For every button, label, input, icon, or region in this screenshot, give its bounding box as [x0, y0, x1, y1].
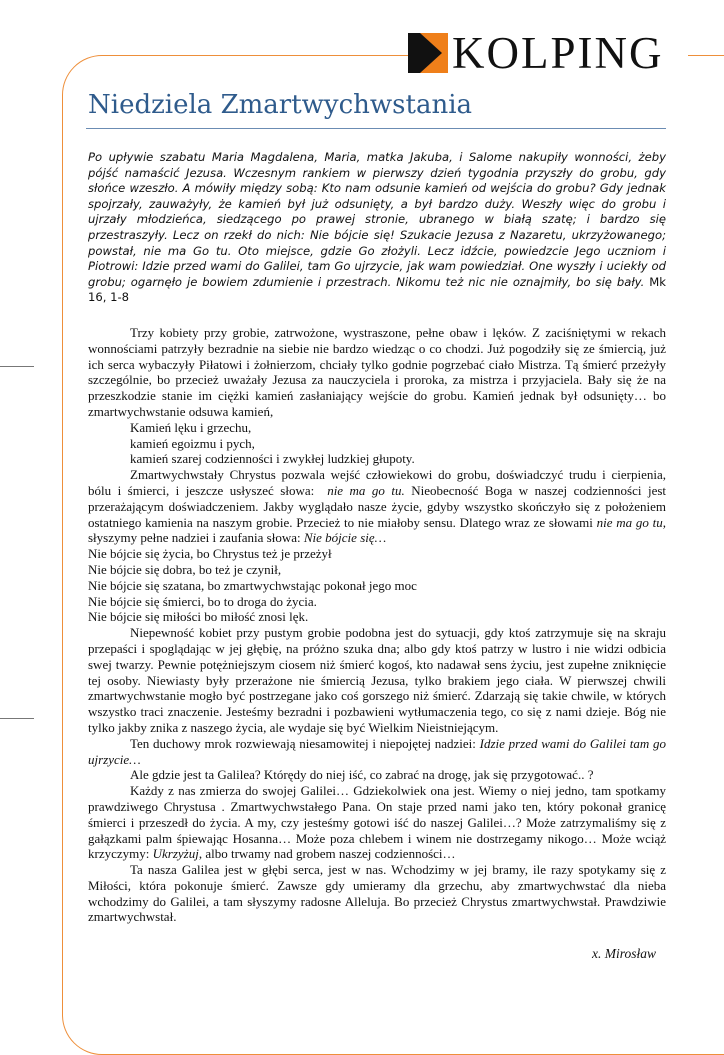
paragraph-4-emphasis: Idzie przed wami do Galilei tam go ujrzycie…	[88, 735, 667, 767]
kolping-k-logo-icon	[408, 33, 448, 73]
gospel-reference: Mk 16, 1-8	[88, 274, 667, 305]
stone-line-2: kamień egoizmu i pych,	[130, 435, 255, 451]
logo-text: KOLPING	[452, 28, 664, 78]
paragraph-2-text-a: Zmartwychwstały Chrystus pozwala wejść człowiekowi do grobu, doświadczyć trudu i cierpienia, bólu i śmierci, i jeszcze usłyszeć słowa:	[88, 467, 666, 498]
gospel-text: Po upływie szabatu Maria Magdalena, Maria, matka Jakuba, i Salome nakupiły wonności, żeby pójść namaścić Jezusa. Wczesnym rankiem w pierwszy dzień tygodnia przyszły do grobu, gdy słońce wzeszło. A mówiły między sobą: Kto nam odsunie kamień od wejścia do grobu? Gdy jednak spojrzały, zauważyły, że kamień był już odsunięty, a był bardzo duży. Weszły więc do grobu i ujrzały młodzieńca, siedzącego po prawej stronie, ubranego w białą szatę; i bardzo się przestraszyły. Lecz on rzekł do nich: Nie bójcie się! Szukacie Jezusa z Nazaretu, ukrzyżowanego; powstał, nie ma Go tu. Oto miejsce, gdzie Go złożyli. Lecz idźcie, powiedzcie Jego uczniom i Piotrowi: Idzie przed wami do Galilei, tam Go ujrzycie, jak wam powiedział. One wyszły i uciekły od grobu; ogarnęło je bowiem zdumienie i przestrach. Nikomu też nic nie oznajmiły, bo się bały.	[88, 150, 666, 289]
paragraph-7: Ta nasza Galilea jest w głębi serca, jest w nas. Wchodzimy w jej bramy, ile razy spotykamy się z Miłości, która pokonuje śmierć. Zawsze gdy umieramy dla grzechu, aby zmartwychwstać dla nieba wchodzimy do Galilei, a tam słyszymy radosne Alleluja. Bo przecież Chrystus zmartwychwstał. Prawdziwie zmartwychwstał.	[88, 862, 666, 925]
gospel-quote	[88, 150, 666, 306]
stone-line-1: Kamień lęku i grzechu,	[130, 419, 252, 435]
paragraph-6	[88, 783, 666, 862]
paragraph-2-emphasis-1: nie ma go tu.	[327, 482, 405, 498]
paragraph-4	[88, 736, 666, 768]
stone-line-3: kamień szarej codzienności i zwykłej ludzkiej głupoty.	[130, 451, 415, 467]
paragraph-2-text-b: Nieobecność Boga w naszej codzienności jest przerażającym doświadczeniem. Jakby wyglądało nasze życie, gdyby wszystko skończyło się z położeniem ostatniego kamienia na naszym grobie. Przecież to nie miałoby sensu. Dlatego wraz ze słowami	[88, 482, 667, 530]
fear-line-4: Nie bójcie się śmierci, bo to droga do życia.	[88, 593, 317, 609]
fear-line-3: Nie bójcie się szatana, bo zmartwychwstając pokonał jego moc	[88, 577, 417, 593]
paragraph-2-text-c: słyszymy pełne nadziei i zaufania słowa:	[88, 530, 301, 546]
paragraph-2	[88, 467, 666, 546]
fear-line-1: Nie bójcie się życia, bo Chrystus też je przeżył	[88, 546, 332, 562]
paragraph-3: Niepewność kobiet przy pustym grobie podobna jest do sytuacji, gdy ktoś zatrzymuje się na skraju przepaści i spoglądając w jej głębię, na próżno szuka dna; albo gdy ktoś patrzy w lustro i nie widzi odbicia swej twarzy. Pewnie potężniejszym ciosem niż śmierć kogoś, kto nadawał sens życiu, jest zupełne zniknięcie tej osoby. Niewiasty były przerażone nie śmiercią Jezusa, tylko brakiem jego ciała. W pierwszej chwili zmartwychwstanie mogło być postrzegane jako coś gorszego niż śmierć. Zdarzają się takie chwile, w których wszystko traci znaczenie. Jesteśmy bezradni i pozbawieni wytłumaczenia tego, co się z nami dzieje. Bóg nie tylko jakby znika z naszego życia, ale wydaje się być Wielkim Nieistniejącym.	[88, 625, 666, 735]
author-signature: x. Mirosław	[592, 946, 656, 961]
paragraph-5: Ale gdzie jest ta Galilea? Którędy do niej iść, co zabrać na drogę, jak się przygotować.. ?	[130, 767, 594, 783]
page-title: Niedziela Zmartwychwstania	[88, 90, 473, 120]
paragraph-6-text-b: , albo trwamy nad grobem naszej codzienności…	[198, 846, 456, 862]
margin-mark-bottom	[0, 718, 34, 719]
paragraph-2-emphasis-3: Nie bójcie się…	[303, 530, 387, 546]
fear-line-5: Nie bójcie się miłości bo miłość znosi lęk.	[88, 609, 309, 625]
fear-line-2: Nie bójcie się dobra, bo też je czynił,	[88, 561, 282, 577]
reflection-body	[88, 325, 666, 925]
paragraph-6-text-a: Każdy z nas zmierza do swojej Galilei… Gdziekolwiek ona jest. Wiemy o niej jedno, tam spotkamy prawdziwego Chrystusa . Zmartwychwstałego Pana. On staje przed nami jako ten, który pokonał granicę śmierci i przeszedł do życia. A my, czy jesteśmy gotowi iść do naszej Galilei…? Może zatrzymaliśmy się z gałązkami palm śpiewając Hosanna… Może poza chlebem i winem nie dostrzegamy nikogo… Może wciąż krzyczymy:	[88, 783, 666, 862]
kolping-logo	[408, 30, 688, 76]
paragraph-4-text: Ten duchowy mrok rozwiewają niesamowitej i niepojętej nadziei:	[130, 735, 476, 751]
paragraph-1: Trzy kobiety przy grobie, zatrwożone, wystraszone, pełne obaw i lęków. Z zaciśniętymi w rekach wonnościami patrzyły bezradnie na siebie nie bardzo wiedząc o co chodzi. Już pogodziły się ze śmiercią, już ich serca wybaczyły Piłatowi i żołnierzom, chciały tylko godnie pogrzebać ciało Mistrza. Tą śmierć przeżyły szczególnie, bo przecież uważały Jezusa za nauczyciela i proroka, za mistrza i przyjaciela. Bały się że na przeszkodzie stanie im ciężki kamień zasłaniający wejście do grobu. Kamień jednak był odsunięty… bo zmartwychwstanie odsuwa kamień,	[88, 325, 666, 419]
title-divider	[86, 128, 666, 129]
paragraph-2-emphasis-2: nie ma go tu,	[596, 514, 666, 530]
margin-mark-top	[0, 366, 34, 367]
paragraph-6-emphasis: Ukrzyżuj	[152, 846, 199, 862]
